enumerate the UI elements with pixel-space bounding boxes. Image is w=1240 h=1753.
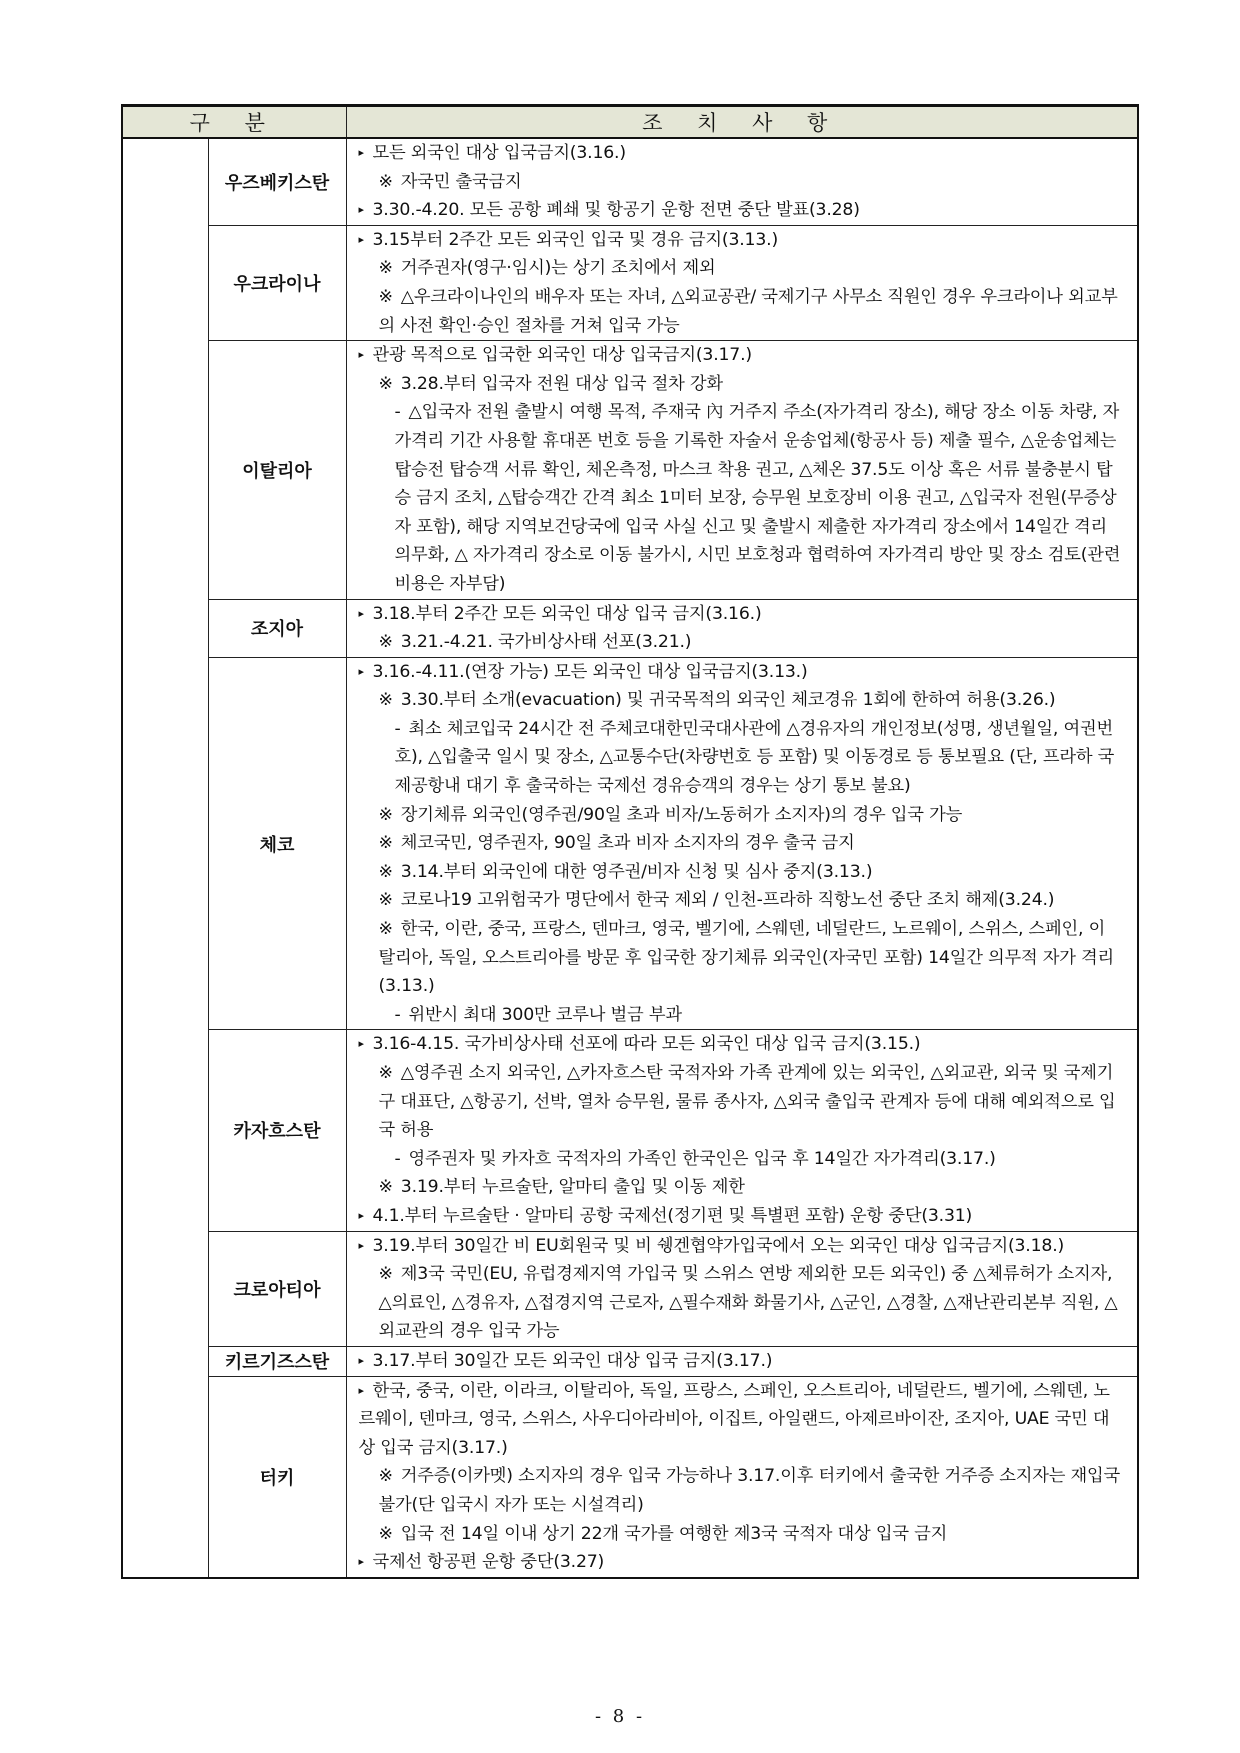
measure-line xyxy=(359,1377,1122,1463)
measure-text: 3.16.-4.11.(연장 가능) 모든 외국인 대상 입국금지(3.13.) xyxy=(372,661,808,682)
measure-line xyxy=(359,658,1122,687)
measure-line xyxy=(359,1232,1122,1261)
measure-line xyxy=(359,1173,1122,1202)
page-number: - 8 - xyxy=(594,1706,646,1727)
dash-marker: - xyxy=(394,1148,401,1169)
measure-text: 모든 외국인 대상 입국금지(3.16.) xyxy=(372,143,626,163)
measure-line xyxy=(359,886,1122,915)
note-marker: ※ xyxy=(378,1177,393,1198)
measure-line xyxy=(359,370,1122,399)
measure-text: △입국자 전원 출발시 여행 목적, 주재국 內 거주지 주소(자가격리 장소), 해당 장소 이동 차량, 자가격리 기간 사용할 휴대폰 번호 등을 기록한 자술서 운송업체(항공사 등) 제출 필수, △운송업체는 탑승전 탑승객 서류 확인, 체온측정, 마스크 착용 권고, △체온 37.5도 이상 혹은 서류 불충분시 탑승 금지 조치, △탑승객간 간격 최소 1미터 보장, 승무원 보호장비 이용 권고, △입국자 전원(무증상자 포함), 해당 지역보건당국에 입국 사실 신고 및 출발시 제출한 자가격리 장소에서 14일간 격리 의무화, △ 자가격리 장소로 이동 불가시, 시민 보호청과 협력하여 자가격리 방안 및 장소 검토(관련 비용은 자부담) xyxy=(394,402,1121,594)
bullet-marker: ▸ xyxy=(358,1238,364,1252)
measure-text: 위반시 최대 300만 코루나 벌금 부과 xyxy=(408,1004,682,1025)
bullet-marker: ▸ xyxy=(358,348,364,362)
measure-line xyxy=(359,283,1122,340)
measure-text: 영주권자 및 카자흐 국적자의 가족인 한국인은 입국 후 14일간 자가격리(3.17.) xyxy=(408,1148,996,1169)
measure-text: 3.19.부터 30일간 비 EU회원국 및 비 쉥겐협약가입국에서 오는 외국인 대상 입국금지(3.18.) xyxy=(372,1235,1065,1256)
table-row xyxy=(122,1376,1138,1578)
measure-text: 3.16-4.15. 국가비상사태 선포에 따라 모든 외국인 대상 입국 금지(3.15.) xyxy=(372,1034,921,1055)
measure-text: 거주증(이카멧) 소지자의 경우 입국 가능하나 3.17.이후 터키에서 출국한 거주증 소지자는 재입국 불가(단 입국시 자가 또는 시설격리) xyxy=(378,1466,1121,1515)
measure-text: 체코국민, 영주권자, 90일 초과 비자 소지자의 경우 출국 금지 xyxy=(400,833,855,854)
measure-text: 입국 전 14일 이내 상기 22개 국가를 여행한 제3국 국적자 대상 입국 금지 xyxy=(400,1523,948,1544)
measure-line xyxy=(359,1059,1122,1145)
note-marker: ※ xyxy=(378,890,393,911)
note-marker: ※ xyxy=(378,171,393,192)
note-marker: ※ xyxy=(378,258,393,279)
bullet-marker: ▸ xyxy=(358,1555,364,1569)
measure-text: 한국, 중국, 이란, 이라크, 이탈리아, 독일, 프랑스, 스페인, 오스트리아, 네덜란드, 벨기에, 스웨덴, 노르웨이, 덴마크, 영국, 스위스, 사우디아라비아, 이집트, 아일랜드, 아제르바이잔, 조지아, UAE 국민 대상 입국 금지(3.17.) xyxy=(358,1380,1110,1458)
note-marker: ※ xyxy=(378,286,393,307)
bullet-marker: ▸ xyxy=(358,232,364,246)
measure-text: 국제선 항공편 운항 중단(3.27) xyxy=(372,1552,605,1573)
country-cell: 카자흐스탄 xyxy=(208,1030,346,1231)
country-cell: 크로아티아 xyxy=(208,1231,346,1346)
dash-marker: - xyxy=(394,718,401,739)
measure-text: 3.18.부터 2주간 모든 외국인 대상 입국 금지(3.16.) xyxy=(372,603,762,624)
note-marker: ※ xyxy=(378,690,393,711)
dash-marker: - xyxy=(394,1004,401,1025)
note-marker: ※ xyxy=(378,1523,393,1544)
measure-line xyxy=(359,1001,1122,1030)
measure-text: 자국민 출국금지 xyxy=(400,171,522,192)
bullet-marker: ▸ xyxy=(358,203,364,217)
measures-table xyxy=(121,104,1139,1579)
measures-cell xyxy=(346,1231,1138,1346)
table-row xyxy=(122,1346,1138,1376)
measures-cell xyxy=(346,599,1138,657)
country-cell: 이탈리아 xyxy=(208,341,346,599)
note-marker: ※ xyxy=(378,861,393,882)
measure-line xyxy=(359,628,1122,657)
measure-text: 3.14.부터 외국인에 대한 영주권/비자 신청 및 심사 중지(3.13.) xyxy=(400,861,873,882)
bullet-marker: ▸ xyxy=(358,664,364,678)
note-marker: ※ xyxy=(378,804,393,825)
note-marker: ※ xyxy=(378,1466,393,1487)
bullet-marker: ▸ xyxy=(358,1353,364,1367)
table-header xyxy=(122,106,1138,139)
country-cell: 키르기즈스탄 xyxy=(208,1346,346,1376)
measures-cell xyxy=(346,225,1138,340)
measure-line xyxy=(359,600,1122,629)
measure-text: 4.1.부터 누르술탄 · 알마티 공항 국제선(정기편 및 특별편 포함) 운항 중단(3.31) xyxy=(372,1205,973,1226)
table-row xyxy=(122,1231,1138,1346)
measures-cell xyxy=(346,1346,1138,1376)
measure-line xyxy=(359,398,1122,598)
measure-text: 장기체류 외국인(영주권/90일 초과 비자/노동허가 소지자)의 경우 입국 가능 xyxy=(400,804,963,825)
table-row xyxy=(122,1030,1138,1231)
note-marker: ※ xyxy=(378,919,393,940)
measure-text: 한국, 이란, 중국, 프랑스, 덴마크, 영국, 벨기에, 스웨덴, 네덜란드, 노르웨이, 스위스, 스페인, 이탈리아, 독일, 오스트리아를 방문 후 입국한 장기체류 외국인(자국민 포함) 14일간 의무적 자가 격리(3.13.) xyxy=(378,919,1115,997)
measure-text: 3.30.-4.20. 모든 공항 폐쇄 및 항공기 운항 전면 중단 발표(3.28) xyxy=(372,200,860,221)
country-cell: 우즈베키스탄 xyxy=(208,138,346,225)
measure-text: 3.30.부터 소개(evacuation) 및 귀국목적의 외국인 체코경유 1회에 한하여 허용(3.26.) xyxy=(400,690,1056,711)
table-row xyxy=(122,225,1138,340)
dash-marker: - xyxy=(394,402,401,423)
measure-text: 3.17.부터 30일간 모든 외국인 대상 입국 금지(3.17.) xyxy=(372,1350,773,1371)
measure-line xyxy=(359,801,1122,830)
measure-line xyxy=(359,715,1122,801)
measure-text: 관광 목적으로 입국한 외국인 대상 입국금지(3.17.) xyxy=(372,345,752,366)
measure-text: 최소 체코입국 24시간 전 주체코대한민국대사관에 △경유자의 개인정보(성명, 생년월일, 여권번호), △입출국 일시 및 장소, △교통수단(차량번호 등 포함) 및 이동경로 등 통보필요 (단, 프라하 국제공항내 대기 후 출국하는 국제선 경유승객의 경우는 상기 통보 불요) xyxy=(394,718,1115,797)
bullet-marker: ▸ xyxy=(358,1208,364,1222)
bullet-marker: ▸ xyxy=(358,1037,364,1051)
measures-cell xyxy=(346,138,1138,225)
measure-line xyxy=(359,1030,1122,1059)
measure-text: 3.28.부터 입국자 전원 대상 입국 절차 강화 xyxy=(400,373,723,394)
country-cell: 우크라이나 xyxy=(208,225,346,340)
header-measures: 조 치 사 항 xyxy=(346,106,1138,139)
measure-line xyxy=(359,168,1122,197)
measure-line xyxy=(359,196,1122,225)
measures-cell xyxy=(346,1376,1138,1578)
measures-cell xyxy=(346,657,1138,1030)
measure-line xyxy=(359,1520,1122,1549)
country-cell: 터키 xyxy=(208,1376,346,1578)
measure-text: 제3국 국민(EU, 유럽경제지역 가입국 및 스위스 연방 제외한 모든 외국인) 중 △체류허가 소지자, △의료인, △경유자, △접경지역 근로자, △필수재화 화물기사, △군인, △경찰, △재난관리본부 직원, △외교관의 경우 입국 가능 xyxy=(378,1264,1118,1342)
note-marker: ※ xyxy=(378,373,393,394)
measures-cell xyxy=(346,341,1138,599)
header-category: 구 분 xyxy=(122,106,346,139)
bullet-marker: ▸ xyxy=(358,146,364,159)
country-cell: 체코 xyxy=(208,657,346,1030)
bullet-marker: ▸ xyxy=(358,606,364,620)
measures-cell xyxy=(346,1030,1138,1231)
measure-line xyxy=(359,254,1122,283)
measure-text: 코로나19 고위험국가 명단에서 한국 제외 / 인천-프라하 직항노선 중단 조치 해제(3.24.) xyxy=(400,890,1055,911)
measure-line xyxy=(359,1347,1122,1376)
bullet-marker: ▸ xyxy=(358,1383,364,1397)
measure-line xyxy=(359,226,1122,255)
note-marker: ※ xyxy=(378,1063,393,1083)
measure-line xyxy=(359,1145,1122,1174)
note-marker: ※ xyxy=(378,833,393,854)
country-cell: 조지아 xyxy=(208,599,346,657)
measure-text: 3.21.-4.21. 국가비상사태 선포(3.21.) xyxy=(400,632,692,653)
measure-line xyxy=(359,686,1122,715)
measure-text: △우크라이나인의 배우자 또는 자녀, △외교공관/ 국제기구 사무소 직원인 경우 우크라이나 외교부의 사전 확인·승인 절차를 거쳐 입국 가능 xyxy=(378,286,1118,336)
measure-line xyxy=(359,1462,1122,1519)
measure-text: 거주권자(영구·임시)는 상기 조치에서 제외 xyxy=(400,258,716,279)
measure-line xyxy=(359,1548,1122,1577)
measure-line xyxy=(359,1260,1122,1346)
measure-line xyxy=(359,139,1122,168)
table-row xyxy=(122,138,1138,225)
measure-line xyxy=(359,341,1122,370)
measure-text: 3.19.부터 누르술탄, 알마티 출입 및 이동 제한 xyxy=(400,1177,745,1198)
measure-line xyxy=(359,915,1122,1001)
measure-line xyxy=(359,1202,1122,1231)
note-marker: ※ xyxy=(378,1264,393,1285)
region-cell xyxy=(122,138,208,1578)
measure-text: △영주권 소지 외국인, △카자흐스탄 국적자와 가족 관계에 있는 외국인, △외교관, 외국 및 국제기구 대표단, △항공기, 선박, 열차 승무원, 물류 종사자, △외국 출입국 관계자 등에 대해 예외적으로 입국 허용 xyxy=(378,1063,1116,1141)
table-body xyxy=(122,138,1138,1578)
note-marker: ※ xyxy=(378,632,393,653)
measure-line xyxy=(359,829,1122,858)
table-row xyxy=(122,341,1138,599)
measure-text: 3.15부터 2주간 모든 외국인 입국 및 경유 금지(3.13.) xyxy=(372,229,778,250)
measure-line xyxy=(359,858,1122,887)
table-row xyxy=(122,599,1138,657)
table-row xyxy=(122,657,1138,1030)
